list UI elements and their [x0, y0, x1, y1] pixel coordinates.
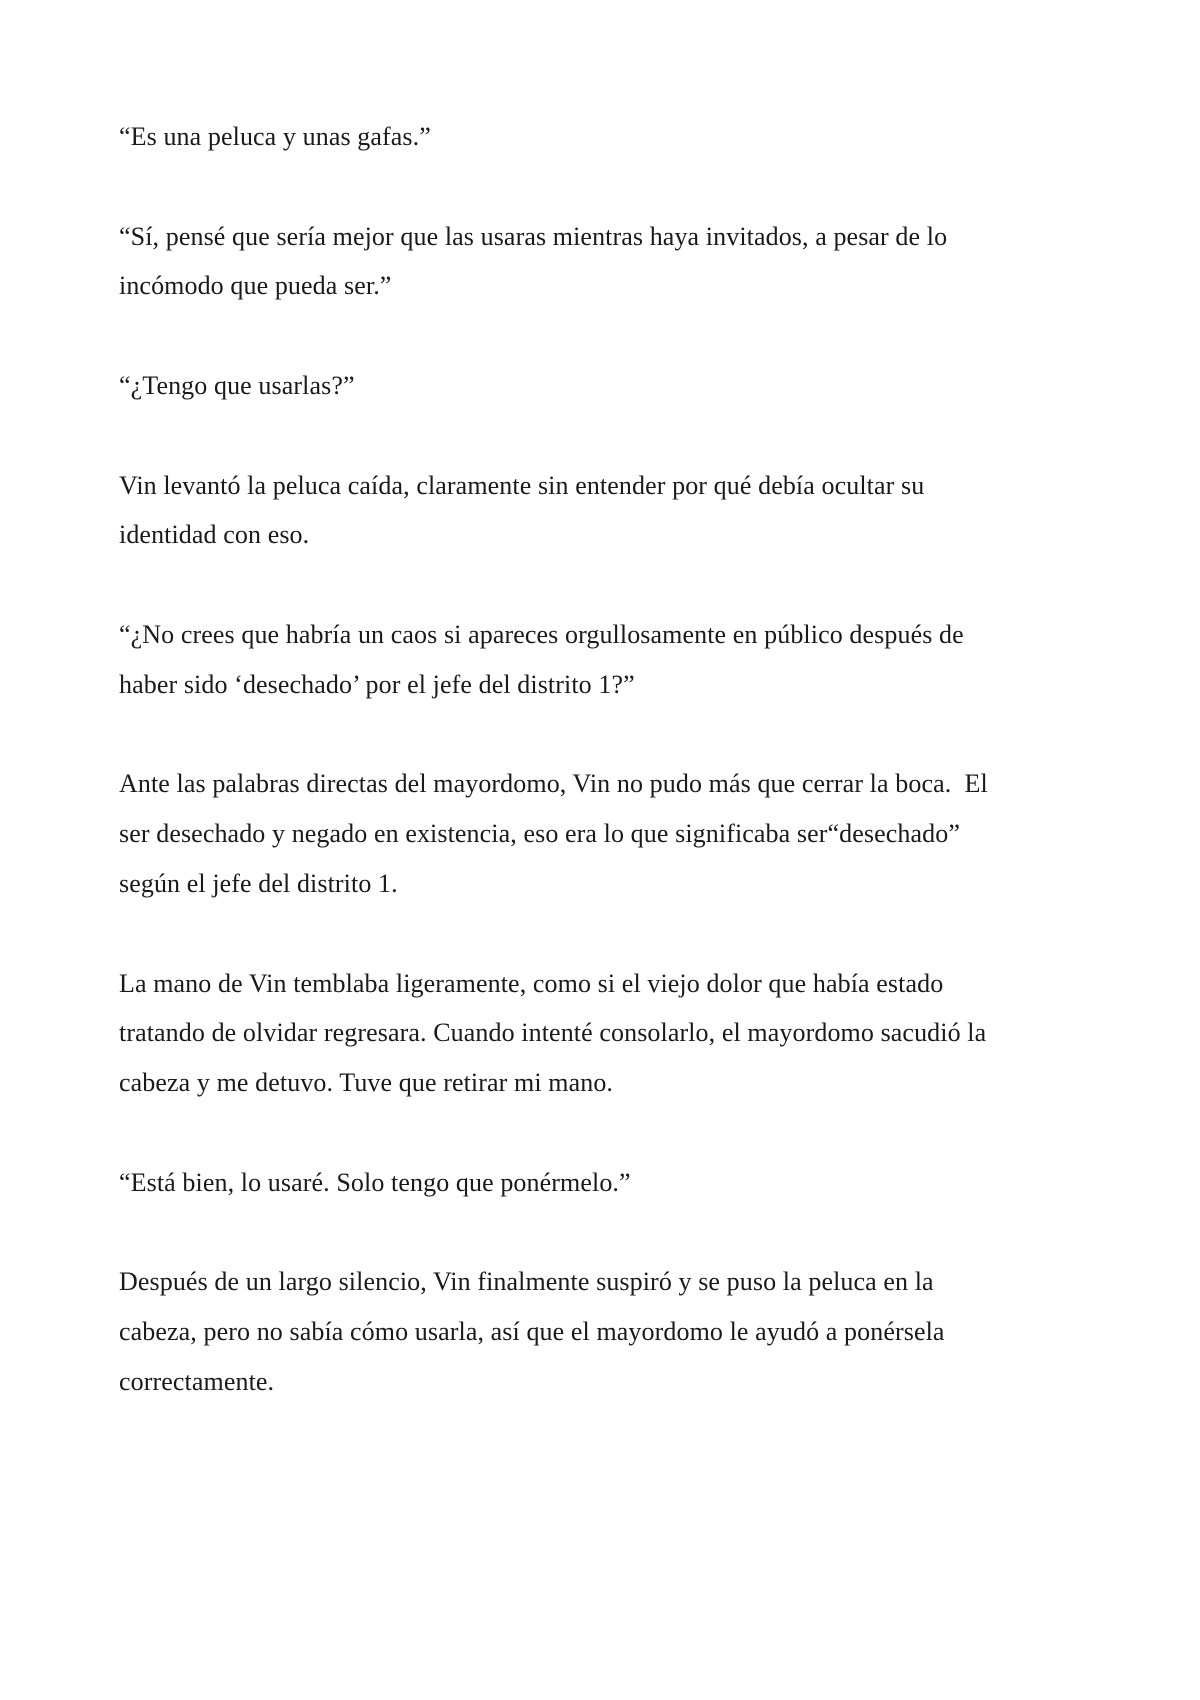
paragraph-dialogue-wig-glasses: “Es una peluca y unas gafas.” — [119, 122, 431, 151]
paragraph-narration-hand: La mano de Vin temblaba ligeramente, como si el viejo dolor que había estado tratando de olvidar regresara. Cuando intenté consolarlo, el mayordomo sacudió la cabeza y me detuvo. Tuve que retirar mi mano. — [119, 968, 993, 1098]
paragraph-dialogue-chaos: “¿No crees que habría un caos si apareces orgullosamente en público después de haber sido ‘desechado’ por el jefe del distrito 1?” — [119, 619, 971, 699]
paragraph-narration-butler: Ante las palabras directas del mayordomo, Vin no pudo más que cerrar la boca. El ser desechado y negado en existencia, eso era lo que significaba ser“desechado” según el jefe del distrito 1. — [119, 769, 995, 898]
paragraph-dialogue-guests: “Sí, pensé que sería mejor que las usaras mientras haya invitados, a pesar de lo incómodo que pueda ser.” — [119, 221, 954, 301]
paragraph-narration-wig: Vin levantó la peluca caída, claramente sin entender por qué debía ocultar su identidad con eso. — [119, 470, 931, 550]
paragraph-dialogue-question: “¿Tengo que usarlas?” — [119, 370, 355, 400]
paragraph-dialogue-agree: “Está bien, lo usaré. Solo tengo que ponérmelo.” — [119, 1167, 631, 1197]
document-page — [119, 112, 999, 1457]
paragraph-narration-silence: Después de un largo silencio, Vin finalmente suspiró y se puso la peluca en la cabeza, pero no sabía cómo usarla, así que el mayordomo le ayudó a ponérsela correctamente. — [119, 1267, 952, 1396]
